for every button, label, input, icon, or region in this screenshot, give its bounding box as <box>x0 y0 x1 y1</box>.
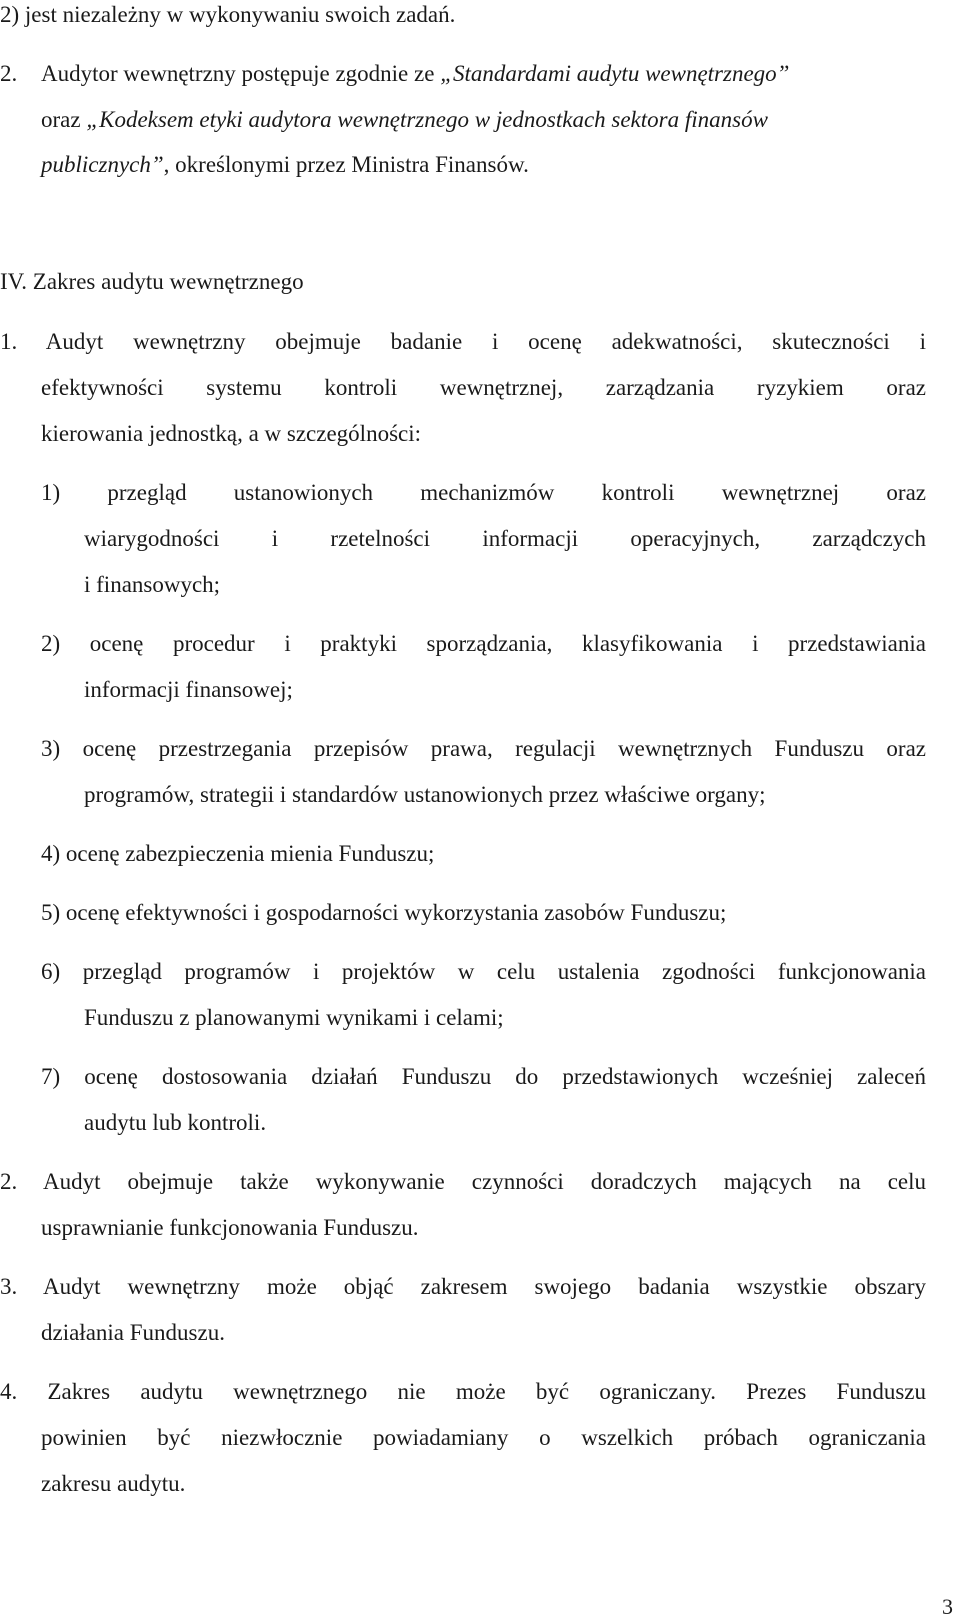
list-item-1-line-2: wiarygodności i rzetelności informacji operacyjnych, zarządczych <box>84 526 926 551</box>
standards-title: „Standardami audytu wewnętrznego” <box>440 61 790 86</box>
paragraph-2-line-2 <box>41 108 768 131</box>
list-item-4-line-1: 4) ocenę zabezpieczenia mienia Funduszu; <box>41 841 435 866</box>
paragraph-2-number: 2. <box>0 61 18 86</box>
list-item-1-line-3: i finansowych; <box>84 572 221 597</box>
list-item-7-line-1: 7) ocenę dostosowania działań Funduszu do przedstawionych wcześniej zaleceń <box>41 1064 926 1089</box>
list-item-7-line-2: audytu lub kontroli. <box>84 1110 267 1135</box>
paragraph-2-line-3-text: , określonymi przez Ministra Finansów. <box>163 152 529 177</box>
list-item-3-line-2: programów, strategii i standardów ustanowionych przez właściwe organy; <box>84 782 766 807</box>
paragraph-2-line-2-text: oraz <box>41 107 87 132</box>
section-1-line-2: efektywności systemu kontroli wewnętrznej, zarządzania ryzykiem oraz <box>41 375 926 400</box>
section-3-line-1: 3. Audyt wewnętrzny może objąć zakresem swojego badania wszystkie obszary <box>0 1274 926 1299</box>
list-item-2-line-2: informacji finansowej; <box>84 677 293 702</box>
code-of-ethics-title-end: publicznych” <box>41 152 164 177</box>
list-item-6-line-2: Funduszu z planowanymi wynikami i celami; <box>84 1005 504 1030</box>
section-1-line-3: kierowania jednostką, a w szczególności: <box>41 421 422 446</box>
list-item-6-line-1: 6) przegląd programów i projektów w celu ustalenia zgodności funkcjonowania <box>41 959 926 984</box>
list-item-2-independence: 2) jest niezależny w wykonywaniu swoich zadań. <box>0 2 456 27</box>
list-item-5-line-1: 5) ocenę efektywności i gospodarności wykorzystania zasobów Funduszu; <box>41 900 727 925</box>
section-4-line-1: 4. Zakres audytu wewnętrznego nie może być ograniczany. Prezes Funduszu <box>0 1379 926 1404</box>
section-4-line-2: powinien być niezwłocznie powiadamiany o wszelkich próbach ograniczania <box>41 1425 926 1450</box>
paragraph-2-line-1-text: Audytor wewnętrzny postępuje zgodnie ze <box>41 61 441 86</box>
list-item-2-line-1: 2) ocenę procedur i praktyki sporządzania, klasyfikowania i przedstawiania <box>41 631 926 656</box>
section-3-line-2: działania Funduszu. <box>41 1320 225 1345</box>
paragraph-2-line-3 <box>41 153 529 176</box>
page-number: 3 <box>942 1594 953 1619</box>
section-2-line-1: 2. Audyt obejmuje także wykonywanie czynności doradczych mających na celu <box>0 1169 926 1194</box>
paragraph-2-line-1 <box>41 62 789 85</box>
section-2-line-2: usprawnianie funkcjonowania Funduszu. <box>41 1215 419 1240</box>
code-of-ethics-title: „Kodeksem etyki audytora wewnętrznego w jednostkach sektora finansów <box>86 107 768 132</box>
list-item-1-line-1: 1) przegląd ustanowionych mechanizmów kontroli wewnętrznej oraz <box>41 480 926 505</box>
list-item-3-line-1: 3) ocenę przestrzegania przepisów prawa, regulacji wewnętrznych Funduszu oraz <box>41 736 926 761</box>
section-1-line-1: 1. Audyt wewnętrzny obejmuje badanie i ocenę adekwatności, skuteczności i <box>0 329 926 354</box>
section-4-line-3: zakresu audytu. <box>41 1471 186 1496</box>
section-heading: IV. Zakres audytu wewnętrznego <box>0 269 304 294</box>
